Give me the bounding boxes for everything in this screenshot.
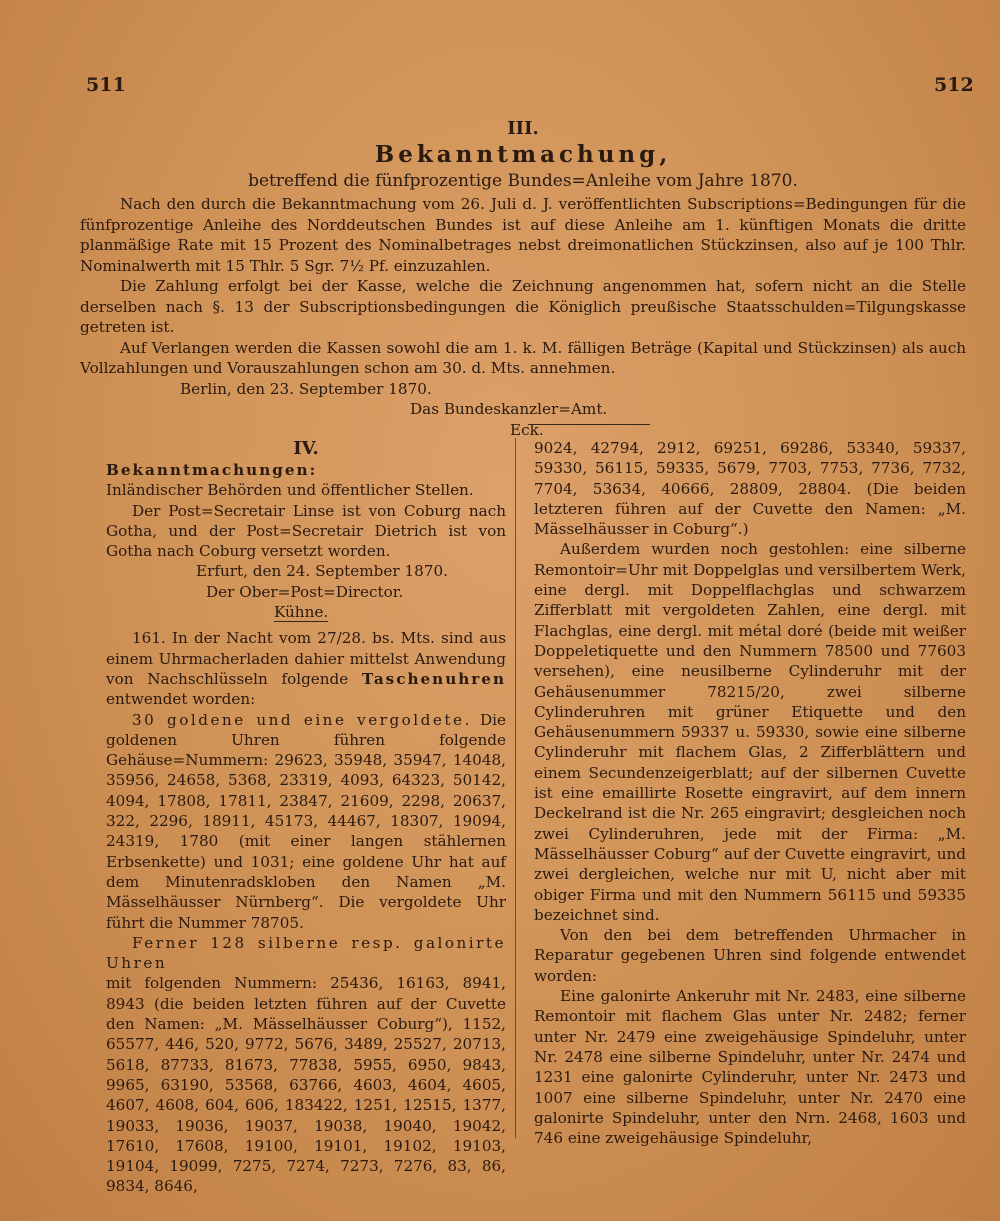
section-iii-place-date: Berlin, den 23. September 1870. <box>180 379 432 398</box>
right-column <box>534 438 966 1148</box>
left-column <box>106 438 506 1197</box>
section-iii-paragraph-1: Nach den durch die Bekanntmachung vom 26. Juli d. J. veröffentlichten Subscriptions=Bedingungen für die fünfprozentige Anleihe des Norddeutschen Bundes ist auf diese Anleihe am 1. künftigen Monats die dritte planmäßige Rate mit 15 Prozent des Nominalbetrages nebst dreimonatlichen Stückzinsen, also auf je 100 Thlr. Nominalwerth mit 15 Thlr. 5 Sgr. 7½ Pf. einzuzahlen. <box>80 195 966 275</box>
section-iii-signatory-name: Eck. <box>510 420 544 439</box>
gold-watches-text: Die goldenen Uhren führen folgende Gehäuse=Nummern: 29623, 35948, 35947, 14048, 35956, 24658, 5368, 23319, 4093, 64323, 50142, 4094, 17808, 17811, 23847, 21609, 2298, 20637, 322, 2296, 18911, 45173, 44467, 18307, 19094, 24319, 1780 (mit einer langen stählernen Erbsenkette) und 1031; eine goldene Uhr hat auf dem Minutenradskloben den Namen „M. Mässelhäusser Nürnberg“. Die vergoldete Uhr führt die Nummer 78705. <box>106 710 506 932</box>
silver-watches-continued: 9024, 42794, 2912, 69251, 69286, 53340, 59337, 59330, 56115, 59335, 5679, 7703, 7753, 7736, 7732, 7704, 53634, 40666, 28809, 28804. (Die beiden letzteren führen auf der Cuvette den Namen: „M. Mässelhäusser in Coburg“.) <box>534 439 966 539</box>
notice-161-intro-end: entwendet worden: <box>106 690 256 709</box>
notice-161-keyword: Taschenuhren <box>361 669 506 688</box>
section-iii-subtitle: betreffend die fünfprozentige Bundes=Anleihe vom Jahre 1870. <box>248 171 798 191</box>
gold-watches-heading: 30 goldene und eine vergoldete. <box>132 710 472 729</box>
notice-transfer: Der Post=Secretair Linse ist von Coburg nach Gotha, und der Post=Secretair Dietrich ist von Gotha nach Coburg versetzt worden. <box>106 501 506 561</box>
section-iii-signatory-org: Das Bundeskanzler=Amt. <box>410 400 608 418</box>
page-number-left: 511 <box>86 74 126 96</box>
notice-transfer-name-text: Kühne. <box>274 603 329 622</box>
section-iii-paragraph-2: Die Zahlung erfolgt bei der Kasse, welche die Zeichnung angenommen hat, sofern nicht an die Stelle derselben nach §. 13 der Subscriptionsbedingungen die Königlich preußische Staatsschulden=Tilgungskasse getreten ist. <box>80 277 966 336</box>
repair-watches-list: Eine galonirte Ankeruhr mit Nr. 2483, eine silberne Remontoir mit flachem Glas unter Nr. 2482; ferner unter Nr. 2479 eine zweigehäusige Spindeluhr, unter Nr. 2478 eine silberne Spindeluhr, unter Nr. 2474 und 1231 eine galonirte Cylinderuhr, unter Nr. 2473 und 1007 eine silberne Spindeluhr, unter Nr. 2470 eine galonirte Spindeluhr, unter den Nrn. 2468, 1603 und 746 eine zweigehäusige Spindeluhr, <box>534 987 966 1148</box>
notice-161-intro <box>106 628 506 709</box>
section-iii <box>80 118 966 440</box>
gold-watches <box>106 710 506 933</box>
notice-transfer-name <box>106 602 506 622</box>
notice-161-intro-text: 161. In der Nacht vom 27/28. bs. Mts. sind aus einem Uhrmacherladen dahier mittelst Anwendung von Nachschlüsseln folgende <box>106 629 506 688</box>
section-iv-subtitle: Inländischer Behörden und öffentlicher Stellen. <box>106 481 474 500</box>
silver-watches-heading: Ferner 128 silberne resp. galonirte Uhren <box>106 933 506 973</box>
additional-stolen-items: Außerdem wurden noch gestohlen: eine silberne Remontoir=Uhr mit Doppelglas und versilbertem Werk, eine dergl. mit Doppelflachglas und schwarzem Zifferblatt mit vergoldeten Zahlen, eine dergl. mit Flachglas, eine dergl. mit métal doré (beide mit weißer Doppeletiquette und den Nummern 78500 und 77603 versehen), eine neusilberne Cylinderuhr mit der Gehäusenummer 78215/20, zwei silberne Cylinderuhren mit grüner Etiquette und den Gehäusenummern 59337 u. 59330, sowie eine silberne Cylinderuhr mit flachem Glas, 2 Zifferblättern und einem Secundenzeigerblatt; auf der silbernen Cuvette ist eine emaillirte Rosette eingravirt, auf dem innern Deckelrand ist die Nr. 265 eingravirt; desgleichen noch zwei Cylinderuhren, jede mit der Firma: „M. Mässelhäusser Coburg“ auf der Cuvette eingravirt, und zwei dergleichen, welche nur mit U, nicht aber mit obiger Firma und mit den Nummern 56115 und 59335 bezeichnet sind. <box>534 540 966 924</box>
section-iii-paragraph-3: Auf Verlangen werden die Kassen sowohl die am 1. k. M. fälligen Beträge (Kapital und Stückzinsen) als auch Vollzahlungen und Vorauszahlungen schon am 30. d. Mts. annehmen. <box>80 338 966 377</box>
repair-watches-intro: Von den bei dem betreffenden Uhrmacher in Reparatur gegebenen Uhren sind folgende entwendet worden: <box>534 926 966 985</box>
column-divider-top <box>528 424 650 425</box>
section-iv-title: Bekanntmachungen: <box>106 461 318 479</box>
silver-watches-text: mit folgenden Nummern: 25436, 16163, 8941, 8943 (die beiden letzten führen auf der Cuvette den Namen: „M. Mässelhäusser Coburg“), 1152, 65577, 446, 520, 9772, 5676, 3489, 25527, 20713, 5618, 87733, 81673, 77838, 5955, 6950, 9843, 9965, 63190, 53568, 63766, 4603, 4604, 4605, 4607, 4608, 604, 606, 183422, 1251, 12515, 1377, 19033, 19036, 19037, 19038, 19040, 19042, 17610, 17608, 19100, 19101, 19102, 19103, 19104, 19099, 7275, 7274, 7273, 7276, 83, 86, 9834, 8646, <box>106 974 506 1196</box>
notice-transfer-org: Der Ober=Post=Director. <box>206 582 404 601</box>
section-iii-numeral: III. <box>507 118 539 139</box>
page-number-right: 512 <box>934 74 974 96</box>
section-iii-title: Bekanntmachung, <box>374 141 672 168</box>
notice-transfer-place-date: Erfurt, den 24. September 1870. <box>196 562 448 581</box>
section-iv-numeral: IV. <box>293 438 319 459</box>
column-divider <box>515 438 516 1138</box>
